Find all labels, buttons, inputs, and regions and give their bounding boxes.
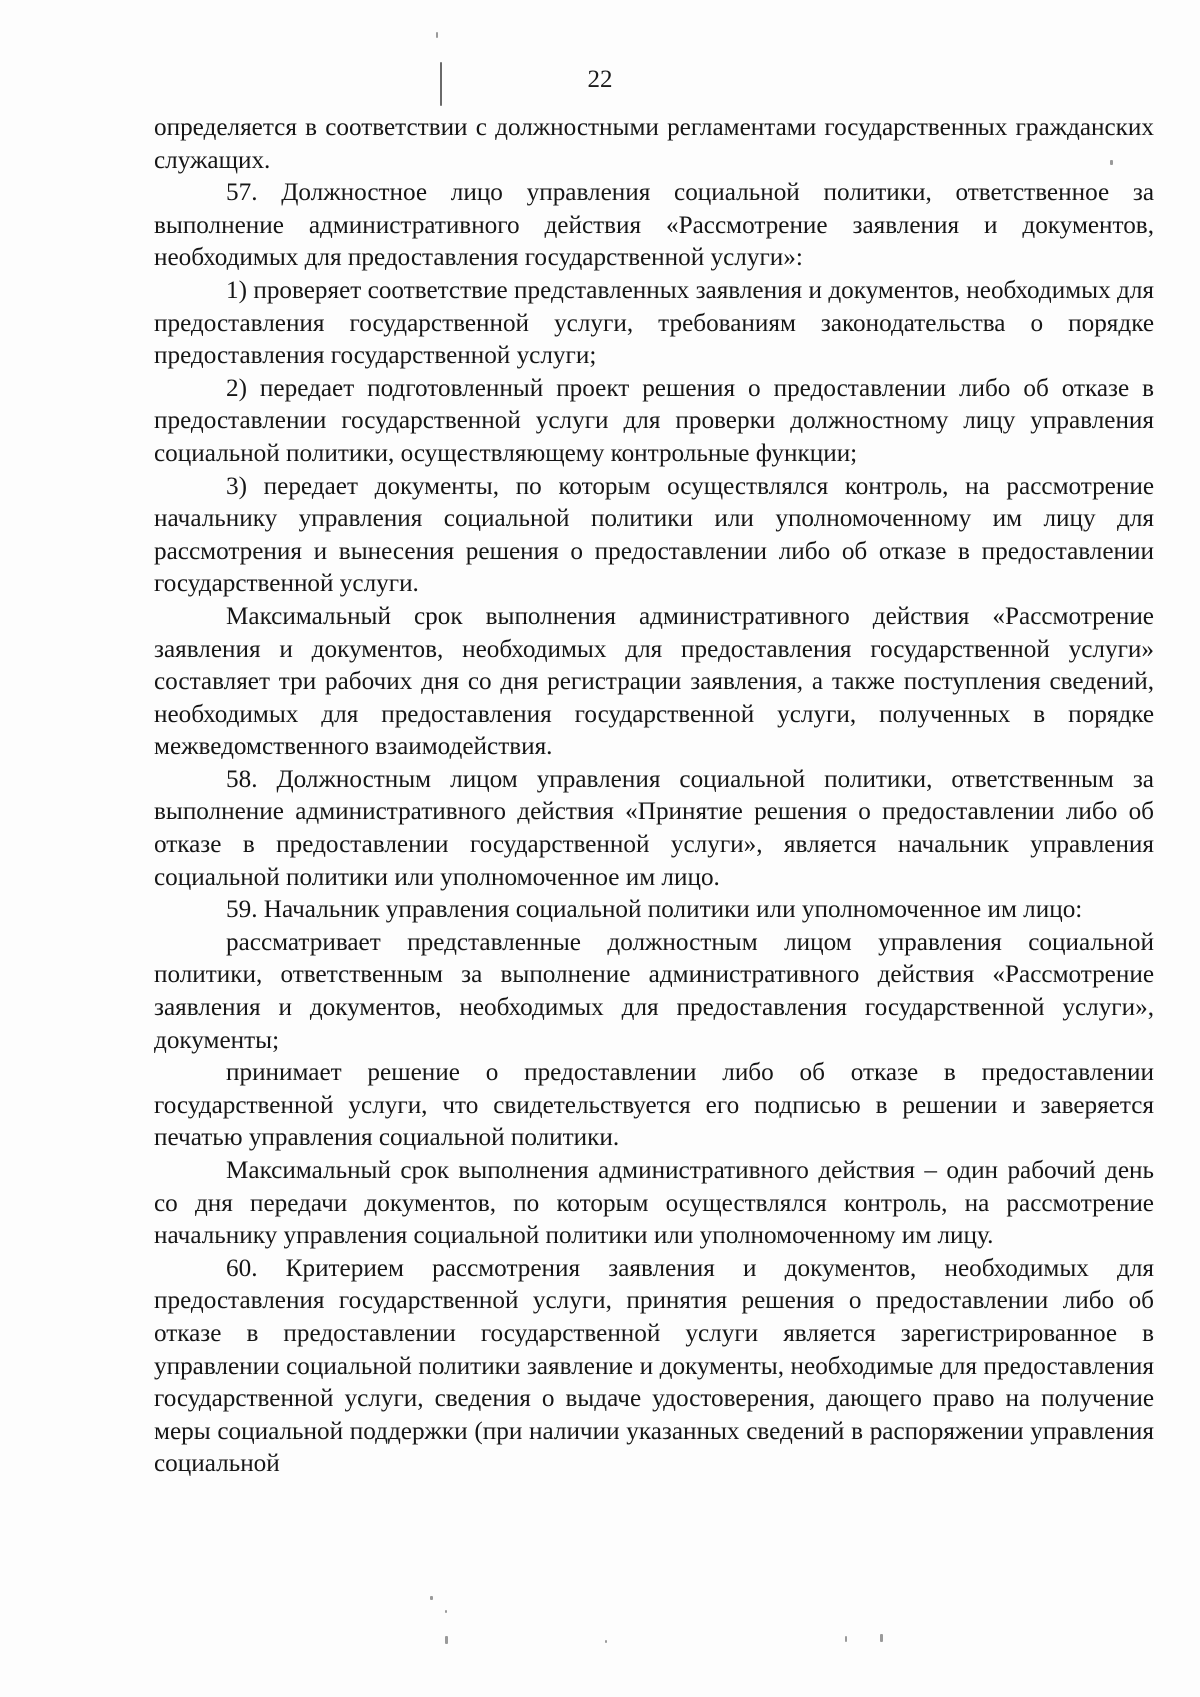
scan-artifact bbox=[445, 1610, 447, 1613]
paragraph-60: 60. Критерием рассмотрения заявления и документов, необходимых для предоставления государственной услуги, принятия решения о предоставлении либо об отказе в предоставлении государственной услуги является зарегистрированное в управлении социальной политики заявление и документы, необходимые для предоставления государственной услуги, сведения о выдаче удостоверения, дающего право на получение меры социальной поддержки (при наличии указанных сведений в распоряжении управления социальной bbox=[154, 1254, 1154, 1478]
paragraph-59-decides: принимает решение о предоставлении либо об отказе в предоставлении государственной услуги, что свидетельствуется его подписью в решении и заверяется печатью управления социальной политики. bbox=[154, 1059, 1154, 1152]
scan-artifact bbox=[605, 1640, 607, 1643]
paragraph-58: 58. Должностным лицом управления социальной политики, ответственным за выполнение административного действия «Принятие решения о предоставлении либо об отказе в предоставлении государственной услуги», является начальник управления социальной политики или уполномоченное им лицо. bbox=[154, 765, 1154, 891]
page-number: 22 bbox=[587, 66, 613, 93]
paragraph-59: 59. Начальник управления социальной политики или уполномоченное им лицо: bbox=[226, 896, 1083, 924]
paragraph-59-max-term: Максимальный срок выполнения административного действия – один рабочий день со дня передачи документов, по которым осуществлялся контроль, на рассмотрение начальнику управления социальной политики или уполномоченному им лицу. bbox=[154, 1157, 1154, 1250]
paragraph-59-reviews: рассматривает представленные должностным лицом управления социальной политики, ответственным за выполнение административного действия «Рассмотрение заявления и документов, необходимых для предоставления государственной услуги», документы; bbox=[154, 928, 1154, 1054]
document-body bbox=[154, 112, 1154, 1481]
scan-artifact bbox=[445, 1636, 448, 1644]
scan-artifact bbox=[845, 1636, 847, 1642]
paragraph-57: 57. Должностное лицо управления социальной политики, ответственное за выполнение административного действия «Рассмотрение заявления и документов, необходимых для предоставления государственной услуги»: bbox=[154, 179, 1154, 272]
paragraph-continuation: определяется в соответствии с должностными регламентами государственных гражданских служащих. bbox=[154, 114, 1154, 174]
scan-artifact bbox=[430, 1596, 433, 1600]
scan-artifact bbox=[880, 1634, 883, 1642]
paragraph-57-item-2: 2) передает подготовленный проект решения о предоставлении либо об отказе в предоставлении государственной услуги для проверки должностному лицу управления социальной политики, осуществляющему контрольные функции; bbox=[154, 374, 1154, 467]
paragraph-57-max-term: Максимальный срок выполнения административного действия «Рассмотрение заявления и документов, необходимых для предоставления государственной услуги» составляет три рабочих дня со дня регистрации заявления, а также поступления сведений, необходимых для предоставления государственной услуги, полученных в порядке межведомственного взаимодействия. bbox=[154, 602, 1154, 761]
scan-artifact bbox=[436, 32, 438, 38]
paragraph-57-item-1: 1) проверяет соответствие представленных заявления и документов, необходимых для предоставления государственной услуги, требованиям законодательства о порядке предоставления государственной услуги; bbox=[154, 276, 1154, 370]
paragraph-57-item-3: 3) передает документы, по которым осуществлялся контроль, на рассмотрение начальнику управления социальной политики или уполномоченному им лицу для рассмотрения и вынесения решения о предоставлении либо об отказе в предоставлении государственной услуги. bbox=[154, 472, 1154, 598]
